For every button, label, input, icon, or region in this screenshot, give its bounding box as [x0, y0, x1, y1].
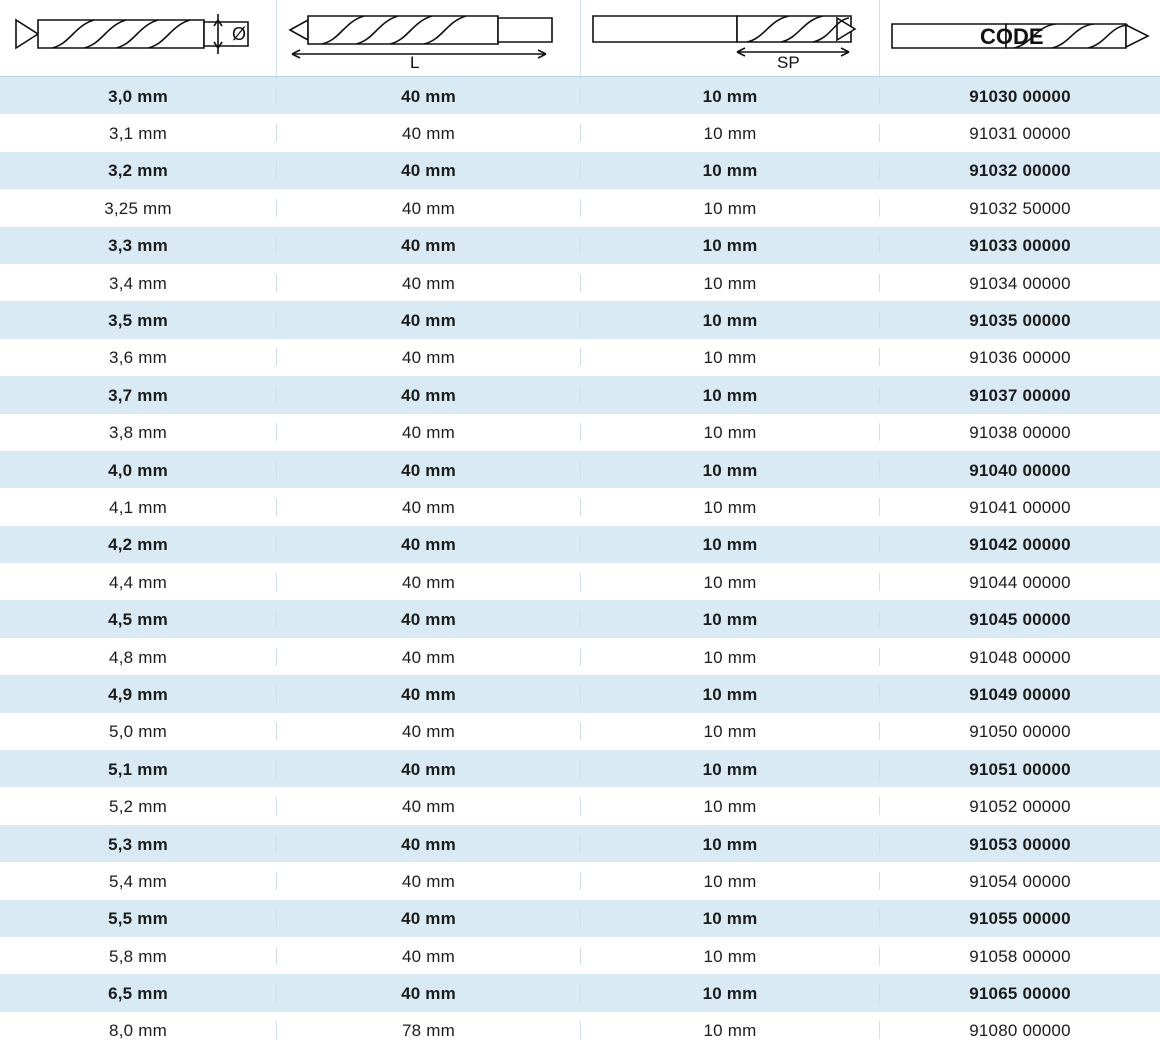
table-row	[0, 301, 1160, 338]
code-cell: 91034 00000	[969, 273, 1071, 293]
svg-text:L: L	[409, 53, 419, 72]
code-cell: 91050 00000	[969, 722, 1071, 742]
flute-length-cell: 10 mm	[581, 461, 880, 479]
length-cell: 40 mm	[277, 274, 581, 292]
length-cell: 40 mm	[277, 648, 581, 666]
table-row	[0, 1012, 1160, 1049]
flute-length-cell: 10 mm	[581, 947, 880, 965]
table-row	[0, 152, 1160, 189]
table-row	[0, 189, 1160, 226]
table-row	[0, 713, 1160, 750]
length-cell: 40 mm	[277, 760, 581, 778]
flute-length-cell: 10 mm	[581, 573, 880, 591]
flute-length-cell: 10 mm	[581, 1021, 880, 1039]
flute-length-cell: 10 mm	[581, 872, 880, 890]
table-row	[0, 600, 1160, 637]
length-cell: 78 mm	[277, 1021, 581, 1039]
table-row	[0, 563, 1160, 600]
diameter-cell: 5,5 mm	[0, 909, 277, 927]
flute-length-cell: 10 mm	[581, 535, 880, 553]
drill-bit-diameter-icon	[8, 4, 268, 72]
code-cell: 91055 00000	[969, 909, 1071, 929]
flute-length-cell: 10 mm	[581, 984, 880, 1002]
table-row	[0, 526, 1160, 563]
diameter-cell: 3,4 mm	[0, 274, 277, 292]
length-cell: 40 mm	[277, 236, 581, 254]
length-cell: 40 mm	[277, 947, 581, 965]
diameter-cell: 5,1 mm	[0, 760, 277, 778]
table-row	[0, 825, 1160, 862]
svg-text:Ø: Ø	[232, 24, 247, 44]
table-row	[0, 376, 1160, 413]
table-row	[0, 787, 1160, 824]
flute-length-cell: 10 mm	[581, 685, 880, 703]
header-cell-diameter	[0, 0, 277, 76]
code-cell: 91037 00000	[969, 385, 1071, 405]
length-cell: 40 mm	[277, 199, 581, 217]
length-cell: 40 mm	[277, 311, 581, 329]
header-cell-length	[277, 0, 581, 76]
table-row	[0, 227, 1160, 264]
table-row	[0, 339, 1160, 376]
diameter-cell: 3,0 mm	[0, 87, 277, 105]
code-cell: 91032 00000	[969, 161, 1071, 181]
diameter-cell: 3,5 mm	[0, 311, 277, 329]
length-cell: 40 mm	[277, 423, 581, 441]
table-body	[0, 77, 1160, 1049]
diameter-cell: 5,8 mm	[0, 947, 277, 965]
table-header-row	[0, 0, 1160, 77]
code-cell: 91054 00000	[969, 871, 1071, 891]
code-cell: 91065 00000	[969, 984, 1071, 1004]
length-cell: 40 mm	[277, 461, 581, 479]
diameter-cell: 5,3 mm	[0, 835, 277, 853]
table-row	[0, 750, 1160, 787]
flute-length-cell: 10 mm	[581, 835, 880, 853]
length-cell: 40 mm	[277, 797, 581, 815]
length-cell: 40 mm	[277, 909, 581, 927]
diameter-cell: 3,25 mm	[0, 199, 277, 217]
code-cell: 91049 00000	[969, 684, 1071, 704]
flute-length-cell: 10 mm	[581, 236, 880, 254]
code-cell: 91044 00000	[969, 572, 1071, 592]
code-cell: 91052 00000	[969, 797, 1071, 817]
code-cell: 91032 50000	[969, 198, 1071, 218]
diameter-cell: 3,1 mm	[0, 124, 277, 142]
flute-length-cell: 10 mm	[581, 161, 880, 179]
code-cell: 91051 00000	[969, 759, 1071, 779]
code-cell: 91080 00000	[969, 1021, 1071, 1041]
flute-length-cell: 10 mm	[581, 498, 880, 516]
drill-bit-flute-icon	[587, 4, 873, 72]
code-cell: 91030 00000	[969, 86, 1071, 106]
diameter-cell: 4,8 mm	[0, 648, 277, 666]
diameter-cell: 3,6 mm	[0, 348, 277, 366]
diameter-cell: 5,0 mm	[0, 722, 277, 740]
diameter-cell: 4,2 mm	[0, 535, 277, 553]
diameter-cell: 4,5 mm	[0, 610, 277, 628]
code-cell: 91036 00000	[969, 348, 1071, 368]
length-cell: 40 mm	[277, 161, 581, 179]
flute-length-cell: 10 mm	[581, 610, 880, 628]
length-cell: 40 mm	[277, 386, 581, 404]
diameter-cell: 4,9 mm	[0, 685, 277, 703]
table-row	[0, 974, 1160, 1011]
table-row	[0, 638, 1160, 675]
length-cell: 40 mm	[277, 835, 581, 853]
flute-length-cell: 10 mm	[581, 909, 880, 927]
flute-length-cell: 10 mm	[581, 274, 880, 292]
table-row	[0, 264, 1160, 301]
code-cell: 91031 00000	[969, 124, 1071, 144]
length-cell: 40 mm	[277, 610, 581, 628]
flute-length-cell: 10 mm	[581, 797, 880, 815]
flute-length-cell: 10 mm	[581, 348, 880, 366]
length-cell: 40 mm	[277, 348, 581, 366]
length-cell: 40 mm	[277, 872, 581, 890]
diameter-cell: 3,8 mm	[0, 423, 277, 441]
length-cell: 40 mm	[277, 498, 581, 516]
code-cell: 91045 00000	[969, 610, 1071, 630]
header-cell-flute-length	[581, 0, 880, 76]
table-row	[0, 77, 1160, 114]
flute-length-cell: 10 mm	[581, 386, 880, 404]
code-cell: 91048 00000	[969, 647, 1071, 667]
code-cell: 91035 00000	[969, 311, 1071, 331]
code-cell: 91033 00000	[969, 236, 1071, 256]
flute-length-cell: 10 mm	[581, 87, 880, 105]
drill-bit-code-icon	[886, 4, 1154, 72]
flute-length-cell: 10 mm	[581, 648, 880, 666]
flute-length-cell: 10 mm	[581, 760, 880, 778]
length-cell: 40 mm	[277, 722, 581, 740]
length-cell: 40 mm	[277, 87, 581, 105]
code-cell: 91038 00000	[969, 423, 1071, 443]
table-row	[0, 675, 1160, 712]
length-cell: 40 mm	[277, 124, 581, 142]
flute-length-cell: 10 mm	[581, 311, 880, 329]
code-cell: 91053 00000	[969, 834, 1071, 854]
length-cell: 40 mm	[277, 535, 581, 553]
diameter-cell: 5,2 mm	[0, 797, 277, 815]
flute-length-cell: 10 mm	[581, 124, 880, 142]
table-row	[0, 114, 1160, 151]
table-row	[0, 862, 1160, 899]
drill-bit-length-icon	[284, 4, 574, 72]
code-cell: 91042 00000	[969, 535, 1071, 555]
diameter-cell: 5,4 mm	[0, 872, 277, 890]
table-row	[0, 414, 1160, 451]
svg-text:SP: SP	[777, 53, 800, 72]
diameter-cell: 8,0 mm	[0, 1021, 277, 1039]
flute-length-cell: 10 mm	[581, 722, 880, 740]
diameter-cell: 4,4 mm	[0, 573, 277, 591]
header-cell-code	[880, 0, 1160, 76]
diameter-cell: 6,5 mm	[0, 984, 277, 1002]
table-row	[0, 900, 1160, 937]
length-cell: 40 mm	[277, 573, 581, 591]
diameter-cell: 3,3 mm	[0, 236, 277, 254]
flute-length-cell: 10 mm	[581, 199, 880, 217]
flute-length-cell: 10 mm	[581, 423, 880, 441]
table-row	[0, 937, 1160, 974]
diameter-cell: 4,1 mm	[0, 498, 277, 516]
code-cell: 91040 00000	[969, 460, 1071, 480]
length-cell: 40 mm	[277, 685, 581, 703]
table-row	[0, 488, 1160, 525]
table-row	[0, 451, 1160, 488]
diameter-cell: 4,0 mm	[0, 461, 277, 479]
diameter-cell: 3,2 mm	[0, 161, 277, 179]
code-cell: 91058 00000	[969, 946, 1071, 966]
diameter-cell: 3,7 mm	[0, 386, 277, 404]
length-cell: 40 mm	[277, 984, 581, 1002]
code-cell: 91041 00000	[969, 497, 1071, 517]
svg-text:CODE: CODE	[980, 24, 1044, 49]
